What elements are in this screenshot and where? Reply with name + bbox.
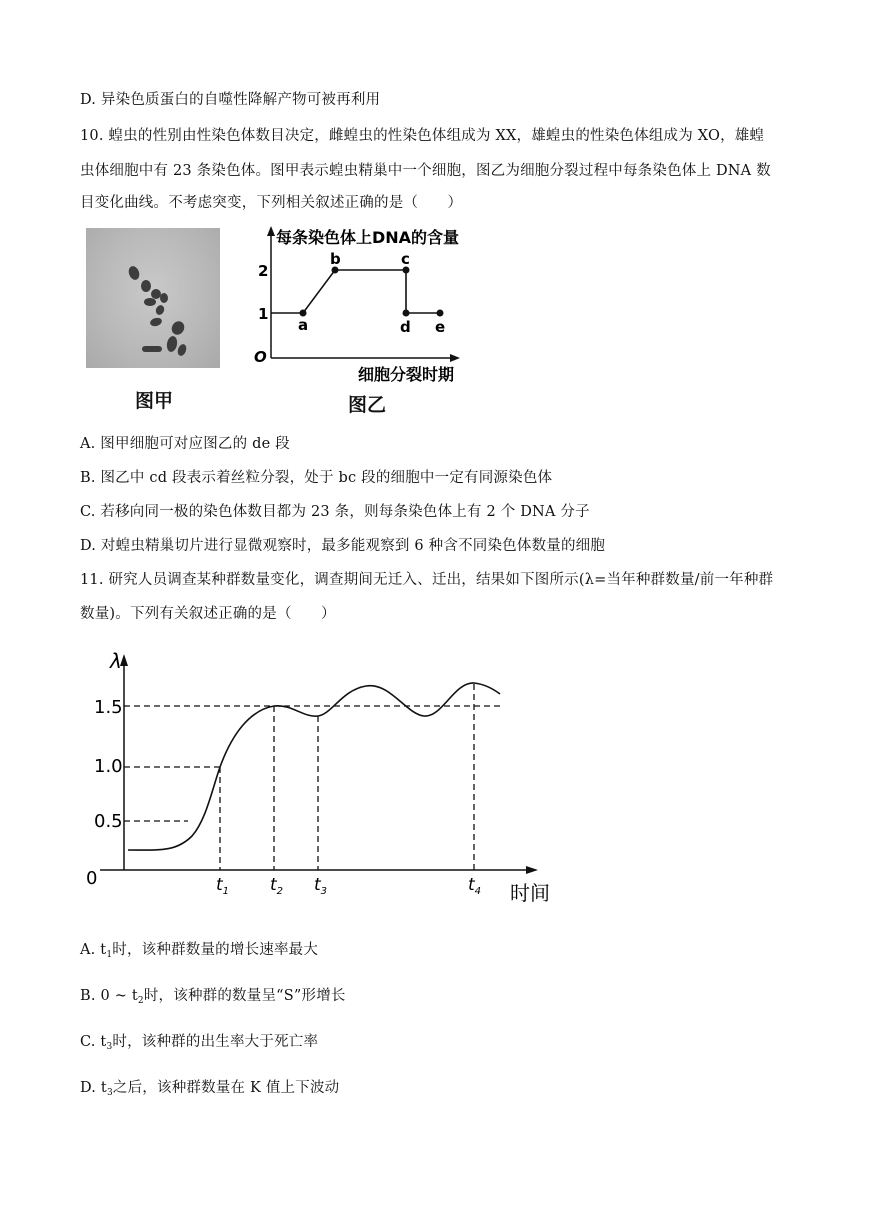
- x-axis-arrow: [526, 866, 538, 874]
- point-d-label: d: [400, 318, 411, 336]
- lambda-curve: [128, 683, 500, 850]
- fig-b-caption: 图乙: [348, 394, 387, 416]
- q9-option-d: D. 异染色质蛋白的自噬性降解产物可被再利用: [80, 92, 381, 108]
- q11-option-b: B. 0 ~ $t_2$时，该种群的数量呈“S”形增长: [80, 988, 346, 1006]
- q10-option-d: D. 对蝗虫精巢切片进行显微观察时，最多能观察到 6 种含不同染色体数量的细胞: [80, 538, 606, 554]
- dna-curve: [271, 270, 440, 313]
- y-tick-1-5: 1.5: [94, 697, 123, 718]
- y-tick-2: 2: [258, 262, 269, 280]
- fig-a-caption: 图甲: [135, 390, 174, 412]
- point-a-label: a: [298, 316, 309, 334]
- y-tick-1: 1: [258, 305, 269, 323]
- y-tick-1-0: 1.0: [94, 756, 123, 777]
- point-c-label: c: [401, 250, 410, 268]
- q11-option-a: A. $t_1$时，该种群数量的增长速率最大: [80, 942, 319, 960]
- q10-stem-line-3: 目变化曲线。不考虑突变，下列相关叙述正确的是（ ）: [80, 195, 463, 211]
- y-axis-label: λ: [110, 649, 122, 673]
- q11-stem-line-1: 11. 研究人员调查某种群数量变化，调查期间无迁入、迁出，结果如下图所示(λ=当年种群数量/前一年种群: [80, 572, 774, 588]
- q10-option-c: C. 若移向同一极的染色体数目都为 23 条，则每条染色体上有 2 个 DNA 分子: [80, 504, 590, 520]
- t1-label: $t_1$: [216, 875, 230, 897]
- t3-label: $t_3$: [314, 875, 328, 897]
- q10-option-a: A. 图甲细胞可对应图乙的 de 段: [80, 436, 290, 452]
- t4-label: $t_4$: [468, 875, 482, 897]
- q10-option-b: B. 图乙中 cd 段表示着丝粒分裂，处于 bc 段的细胞中一定有同源染色体: [80, 470, 553, 486]
- origin-label: O: [254, 348, 267, 366]
- y-tick-0-5: 0.5: [94, 811, 123, 832]
- x-axis-label: 细胞分裂时期: [358, 365, 455, 384]
- chromosome-spread: [86, 228, 220, 368]
- y-tick-0: 0: [86, 868, 98, 889]
- x-axis-label: 时间: [510, 881, 550, 905]
- point-e-label: e: [435, 318, 446, 336]
- point-b-label: b: [330, 250, 341, 268]
- point-d: [403, 310, 410, 317]
- micrograph-image: [86, 228, 220, 368]
- y-axis-arrow: [267, 226, 275, 236]
- q11-stem-line-2: 数量)。下列有关叙述正确的是（ ）: [80, 606, 336, 622]
- t2-label: $t_2$: [270, 875, 284, 897]
- x-axis-arrow: [450, 354, 460, 362]
- y-axis-label: 每条染色体上DNA的含量: [276, 228, 460, 247]
- q11-option-c: C. $t_3$时，该种群的出生率大于死亡率: [80, 1034, 319, 1052]
- dna-content-chart: [240, 222, 480, 387]
- lambda-chart: [80, 640, 580, 910]
- point-e: [437, 310, 444, 317]
- q10-stem-line-1: 10. 蝗虫的性别由性染色体数目决定，雌蝗虫的性染色体组成为 XX，雄蝗虫的性染色体组成为 XO，雄蝗: [80, 128, 765, 144]
- q11-option-d: D. $t_3$之后，该种群数量在 K 值上下波动: [80, 1080, 340, 1098]
- q10-stem-line-2: 虫体细胞中有 23 条染色体。图甲表示蝗虫精巢中一个细胞，图乙为细胞分裂过程中每条染色体上 DNA 数: [80, 163, 771, 179]
